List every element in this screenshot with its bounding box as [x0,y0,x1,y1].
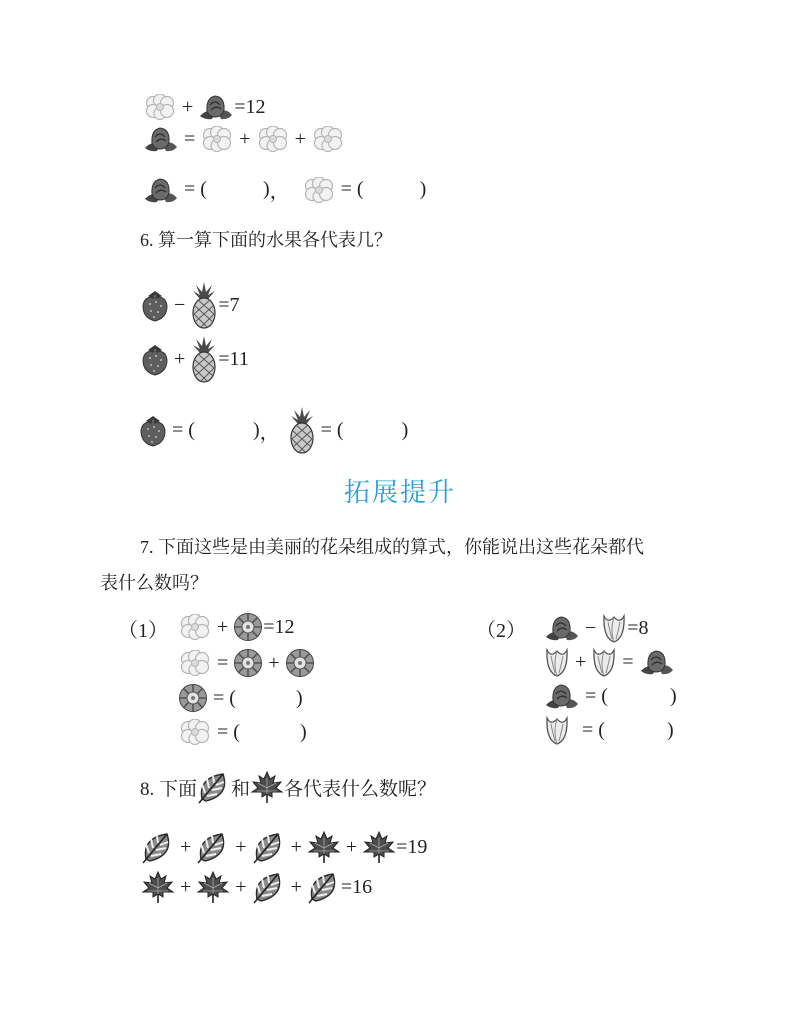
maple-leaf-icon [307,830,341,864]
cloud-flower-icon [178,650,212,676]
maple-leaf-icon [250,770,284,804]
q7-part2-label: （2） [476,620,526,642]
rose-icon [544,614,580,642]
tulip-icon [544,714,570,746]
q6-eq-2: + =11 [141,334,249,384]
q6-answer-row: = ( ) ， = ( ) [139,405,408,455]
maple-leaf-icon [141,870,175,904]
strawberry-icon [141,342,169,376]
q7-text-line1: 7. 下面这些是由美丽的花朵组成的算式，你能说出这些花朵都代 [140,537,644,557]
sunflower-icon [233,648,263,678]
eq-result: =12 [263,615,295,638]
cloud-flower-icon [143,94,177,120]
pineapple-icon [288,405,316,455]
q8-text: 8. 下面 和 各代表什么数呢？ [140,770,436,804]
cloud-flower-icon [311,126,345,152]
q6-eq-1: − =7 [141,280,240,330]
pineapple-icon [190,334,218,384]
sunflower-icon [285,648,315,678]
rose-icon [198,93,234,121]
q7-text-line2: 表什么数吗？ [100,573,208,593]
eq-result: =11 [218,347,249,370]
eq-result: =8 [627,616,649,639]
q7-part1-answer-1: = ( ) [178,683,303,713]
q7-part1-eq-2: = + [178,648,315,678]
pineapple-icon [190,280,218,330]
q7-part1-eq-1: + =12 [178,612,295,642]
maple-leaf-icon [362,830,396,864]
striped-leaf-icon [307,870,341,904]
cloud-flower-icon [178,719,212,745]
sunflower-icon [178,683,208,713]
eq-result: =16 [340,875,373,898]
q7-part1-answer-2: = ( ) [178,719,307,745]
strawberry-icon [139,413,167,447]
cloud-flower-icon [302,177,336,203]
rose-icon [544,682,580,710]
section-title: 拓展提升 [343,478,456,508]
striped-leaf-icon [252,870,286,904]
q8-eq-1: + + + + =19 [141,830,427,864]
tulip-icon [544,646,570,678]
maple-leaf-icon [196,870,230,904]
prev-eq-1: + =12 [143,93,266,121]
q7-part2-answer-1: = ( ) [544,682,677,710]
strawberry-icon [141,288,169,322]
q7-part2-eq-1: − =8 [544,612,649,644]
striped-leaf-icon [141,830,175,864]
prev-answer-row: = ( ) ， = ( ) [143,175,426,204]
striped-leaf-icon [252,830,286,864]
q7-part1-label: （1） [118,620,168,642]
rose-icon [639,648,675,676]
rose-icon [143,176,179,204]
tulip-icon [591,646,617,678]
eq-result: =19 [396,835,428,858]
striped-leaf-icon [196,830,230,864]
cloud-flower-icon [200,126,234,152]
eq-result: =7 [218,293,240,316]
sunflower-icon [233,612,263,642]
eq-result: =12 [234,95,266,118]
rose-icon [143,125,179,153]
q7-part2-eq-2: + = [544,646,675,678]
q8-eq-2: + + + =16 [141,870,372,904]
prev-eq-2: = + + [143,125,345,153]
cloud-flower-icon [178,614,212,640]
tulip-icon [601,612,627,644]
q6-text: 6. 算一算下面的水果各代表几？ [140,230,392,250]
striped-leaf-icon [197,770,231,804]
cloud-flower-icon [256,126,290,152]
q7-part2-answer-2: = ( ) [544,714,674,746]
